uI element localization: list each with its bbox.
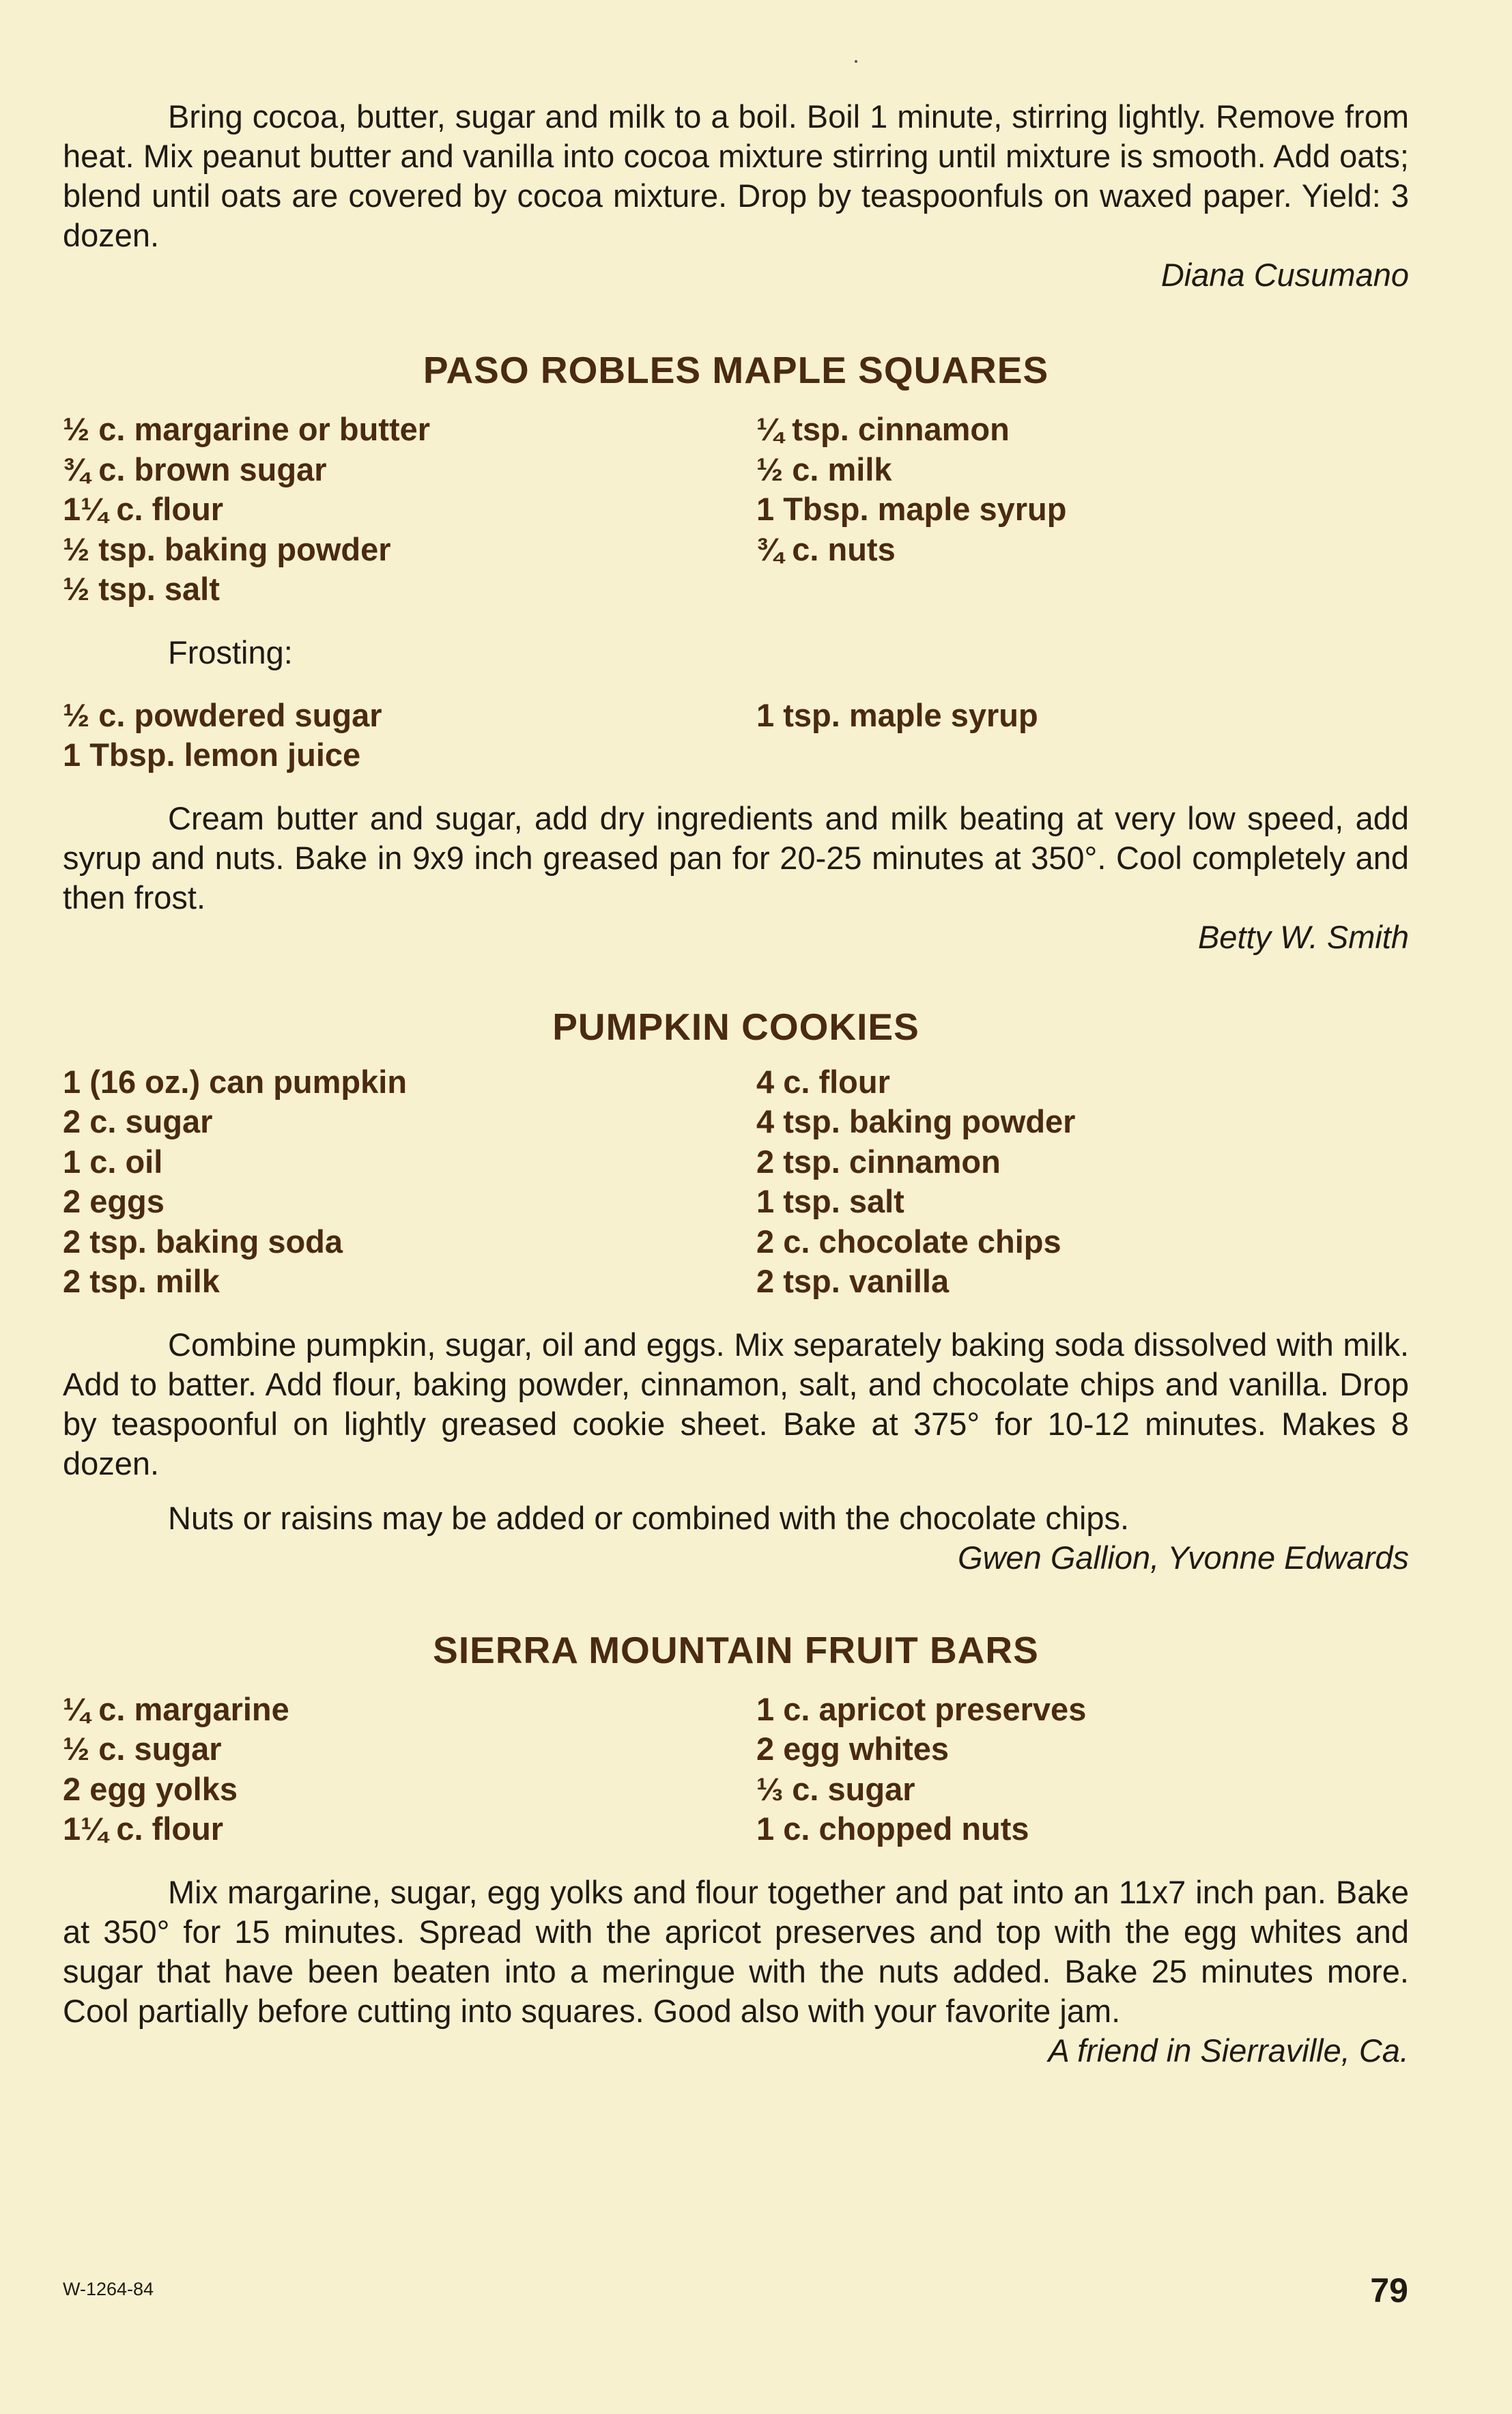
directions-sierra-mountain: Mix margarine, sugar, egg yolks and flour together and pat into an 11x7 inch pan. Bake at 350° for 15 minutes. Spread with the apricot preserves and top with the egg whites and sugar that have been beaten into a meringue with the nuts added. Bake 25 minutes more. Cool partially before cutting into squares. Good also with your favorite jam. [63, 1873, 1409, 2029]
ingredient: ½ tsp. salt [63, 571, 220, 607]
ingredient: 4 c. flour [756, 1063, 890, 1100]
ingredient: 2 c. chocolate chips [756, 1223, 1061, 1260]
footer-code: W-1264-84 [63, 2279, 154, 2299]
ingredient: 1 tsp. salt [756, 1183, 904, 1219]
ingredient: 2 tsp. vanilla [756, 1263, 950, 1299]
ingredient: 1 c. chopped nuts [756, 1810, 1029, 1847]
ingredient: ⅓ c. sugar [756, 1770, 915, 1807]
page-content [63, 97, 1409, 2071]
ingredient: 1 Tbsp. lemon juice [63, 737, 361, 773]
ingredients-right-column [756, 1062, 1409, 1302]
ingredients-left-column [63, 1690, 756, 1849]
ingredient: 1 c. apricot preserves [756, 1690, 1087, 1727]
ingredient: ¼ tsp. cinnamon [756, 411, 1010, 447]
ingredient: 2 eggs [63, 1183, 165, 1219]
ingredients-paso-robles [63, 410, 1409, 610]
ingredient: 1 tsp. maple syrup [756, 696, 1038, 733]
frosting-ingredients [63, 696, 1409, 776]
ingredient: ½ tsp. baking powder [63, 530, 391, 567]
ingredient: ½ c. sugar [63, 1731, 222, 1767]
ingredient: 1¼ c. flour [63, 1810, 224, 1847]
ingredient: 1 c. oil [63, 1143, 163, 1180]
recipe-title-pumpkin-cookies: PUMPKIN COOKIES [552, 1005, 919, 1048]
frosting-right-column [756, 696, 1409, 776]
ingredient: ¾ c. nuts [756, 530, 896, 567]
ingredient: 2 tsp. baking soda [63, 1223, 343, 1260]
ingredients-left-column [63, 1062, 756, 1302]
recipe-title-sierra-mountain: SIERRA MOUNTAIN FRUIT BARS [433, 1628, 1039, 1671]
ingredient: 1¼ c. flour [63, 491, 224, 527]
intro-directions: Bring cocoa, butter, sugar and milk to a boil. Boil 1 minute, stirring lightly. Remove from heat. Mix peanut butter and vanilla into cocoa mixture stirring until mixture is smooth. Add oats; blend until oats are covered by cocoa mixture. Drop by teaspoonfuls on waxed paper. Yield: 3 dozen. [63, 98, 1409, 253]
frosting-left-column [63, 696, 756, 776]
ingredients-right-column [756, 410, 1409, 610]
attribution-pumpkin-cookies: Gwen Gallion, Yvonne Edwards [958, 1539, 1409, 1576]
attribution-paso-robles: Betty W. Smith [1197, 918, 1409, 955]
attribution-sierra-mountain: A friend in Sierraville, Ca. [1048, 2032, 1409, 2069]
page-number: 79 [1370, 2271, 1408, 2310]
directions-paso-robles: Cream butter and sugar, add dry ingredients and milk beating at very low speed, add syrup and nuts. Bake in 9x9 inch greased pan for 20-25 minutes at 350°. Cool completely and then frost. [63, 799, 1409, 915]
note-pumpkin-cookies: Nuts or raisins may be added or combined with the chocolate chips. [168, 1499, 1130, 1536]
ingredients-right-column [756, 1690, 1409, 1849]
ingredient: ½ c. milk [756, 451, 892, 487]
ingredient: 1 (16 oz.) can pumpkin [63, 1063, 408, 1100]
ingredient: ½ c. powdered sugar [63, 696, 382, 733]
intro-attribution: Diana Cusumano [1160, 257, 1409, 293]
ingredient: 2 egg whites [756, 1731, 950, 1767]
ingredient: 2 tsp. cinnamon [756, 1143, 1001, 1180]
ingredient: 4 tsp. baking powder [756, 1103, 1076, 1139]
ingredient: 1 Tbsp. maple syrup [756, 491, 1067, 527]
ingredients-sierra-mountain [63, 1690, 1409, 1849]
directions-pumpkin-cookies: Combine pumpkin, sugar, oil and eggs. Mix separately baking soda dissolved with milk. Add to batter. Add flour, baking powder, cinnamon, salt, and chocolate chips and vanilla. Drop by teaspoonful on lightly greased cookie sheet. Bake at 375° for 10-12 minutes. Makes 8 dozen. [63, 1326, 1409, 1481]
ingredients-left-column [63, 410, 756, 610]
ingredient: 2 c. sugar [63, 1103, 213, 1139]
paper-speck [855, 60, 857, 63]
ingredient: ¾ c. brown sugar [63, 451, 327, 487]
frosting-subheading: Frosting: [168, 634, 293, 670]
ingredient: 2 egg yolks [63, 1770, 238, 1807]
ingredient: ½ c. margarine or butter [63, 411, 431, 447]
ingredient: ¼ c. margarine [63, 1690, 289, 1727]
ingredient: 2 tsp. milk [63, 1263, 220, 1299]
recipe-title-paso-robles: PASO ROBLES MAPLE SQUARES [423, 349, 1049, 391]
ingredients-pumpkin-cookies [63, 1062, 1409, 1302]
